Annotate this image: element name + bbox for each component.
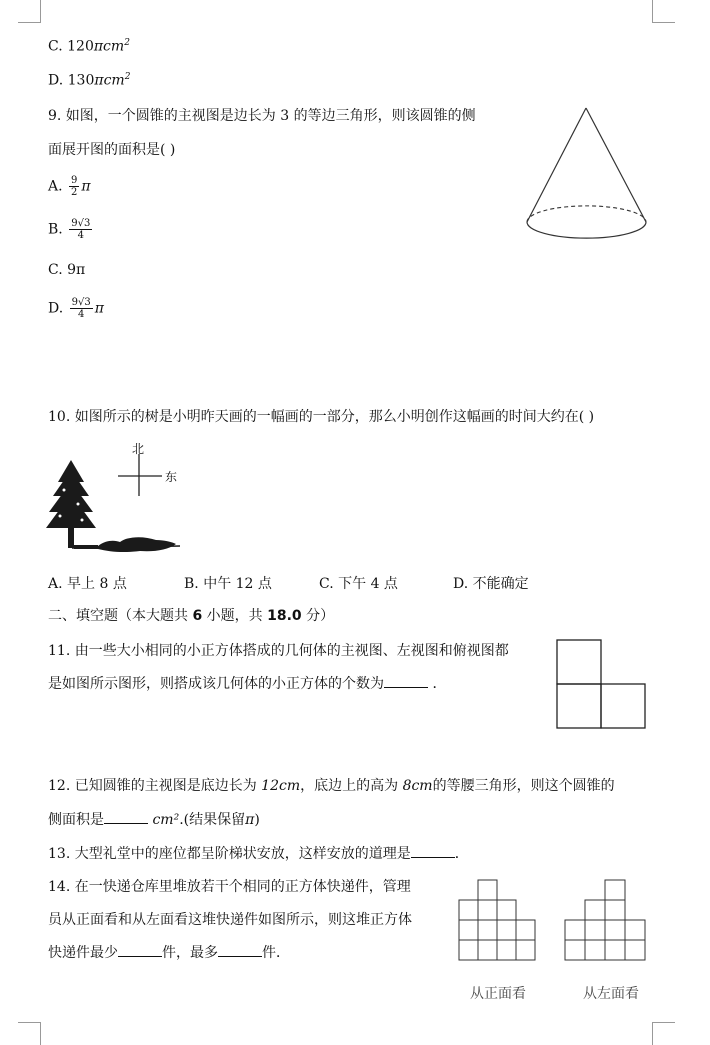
q9-option-c: C. 9π <box>48 262 86 278</box>
q9-option-d-fraction: $\frac{9√3}{4}$ <box>71 297 91 320</box>
q14-left-view-figure <box>564 878 648 964</box>
q14-left-view-caption: 从左面看 <box>583 986 639 1002</box>
q8-option-d: D. 130πcm$^2$ <box>48 72 131 89</box>
q8-option-c: C. 120πcm$^2$ <box>48 38 130 55</box>
q10-option-d: D. 不能确定 <box>453 576 529 592</box>
q14-front-view-caption: 从正面看 <box>470 986 526 1002</box>
q9-option-a: A. $\frac{9}{2}$ π <box>48 175 91 198</box>
crop-mark-top-left <box>18 0 41 23</box>
q9-option-d: D. $\frac{9√3}{4}$ π <box>48 297 104 320</box>
compass-east-label: 东 <box>165 470 178 484</box>
crop-mark-bottom-right <box>652 1022 675 1045</box>
q14-stem-line1: 14. 在一快递仓库里堆放若干个相同的正方体快递件，管理 <box>48 879 411 895</box>
q14-min-blank[interactable] <box>118 944 162 957</box>
q14-stem-line3: 快递件最少 件，最多 件． <box>48 945 290 961</box>
q10-option-b: B. 中午 12 点 <box>184 576 272 592</box>
q12-stem-line2: 侧面积是 cm².(结果保留π) <box>48 812 260 828</box>
q13-answer-blank[interactable] <box>411 845 455 858</box>
q9-stem-line1: 9. 如图，一个圆锥的主视图是边长为 3 的等边三角形，则该圆锥的侧 <box>48 108 476 124</box>
q14-max-blank[interactable] <box>218 944 262 957</box>
q11-answer-blank[interactable] <box>384 675 428 688</box>
q9-option-b-fraction: $\frac{9√3}{4}$ <box>71 218 91 241</box>
q10-option-a: A. 早上 8 点 <box>48 576 127 592</box>
q14-front-view-figure <box>458 878 538 964</box>
crop-mark-bottom-left <box>18 1022 41 1045</box>
tree-shadow-figure <box>44 456 189 558</box>
q9-option-a-fraction: $\frac{9}{2}$ <box>71 175 78 198</box>
q11-stem-line1: 11. 由一些大小相同的小正方体搭成的几何体的主视图、左视图和俯视图都 <box>48 643 509 659</box>
q10-option-c: C. 下午 4 点 <box>319 576 398 592</box>
cone-figure <box>520 102 655 247</box>
q9-option-b: B. $\frac{9√3}{4}$ <box>48 218 91 241</box>
q9-stem-line2: 面展开图的面积是( ) <box>48 142 176 158</box>
q12-stem-line1: 12. 已知圆锥的主视图是底边长为 12cm，底边上的高为 8cm的等腰三角形，则这个圆锥的 <box>48 778 615 794</box>
q14-stem-line2: 员从正面看和从左面看这堆快递件如图所示，则这堆正方体 <box>48 912 412 928</box>
q12-answer-blank[interactable] <box>104 811 148 824</box>
crop-mark-top-right <box>652 0 675 23</box>
compass-north-label: 北 <box>132 442 145 456</box>
q10-stem: 10. 如图所示的树是小明昨天画的一幅画的一部分，那么小明创作这幅画的时间大约在( ) <box>48 409 595 425</box>
q11-views-figure <box>555 638 650 732</box>
q13-stem: 13. 大型礼堂中的座位都呈阶梯状安放，这样安放的道理是 ． <box>48 846 469 862</box>
q11-stem-line2: 是如图所示图形，则搭成该几何体的小正方体的个数为 ． <box>48 676 447 692</box>
section-heading: 二、填空题（本大题共 6 小题，共 18.0 分） <box>48 608 335 624</box>
